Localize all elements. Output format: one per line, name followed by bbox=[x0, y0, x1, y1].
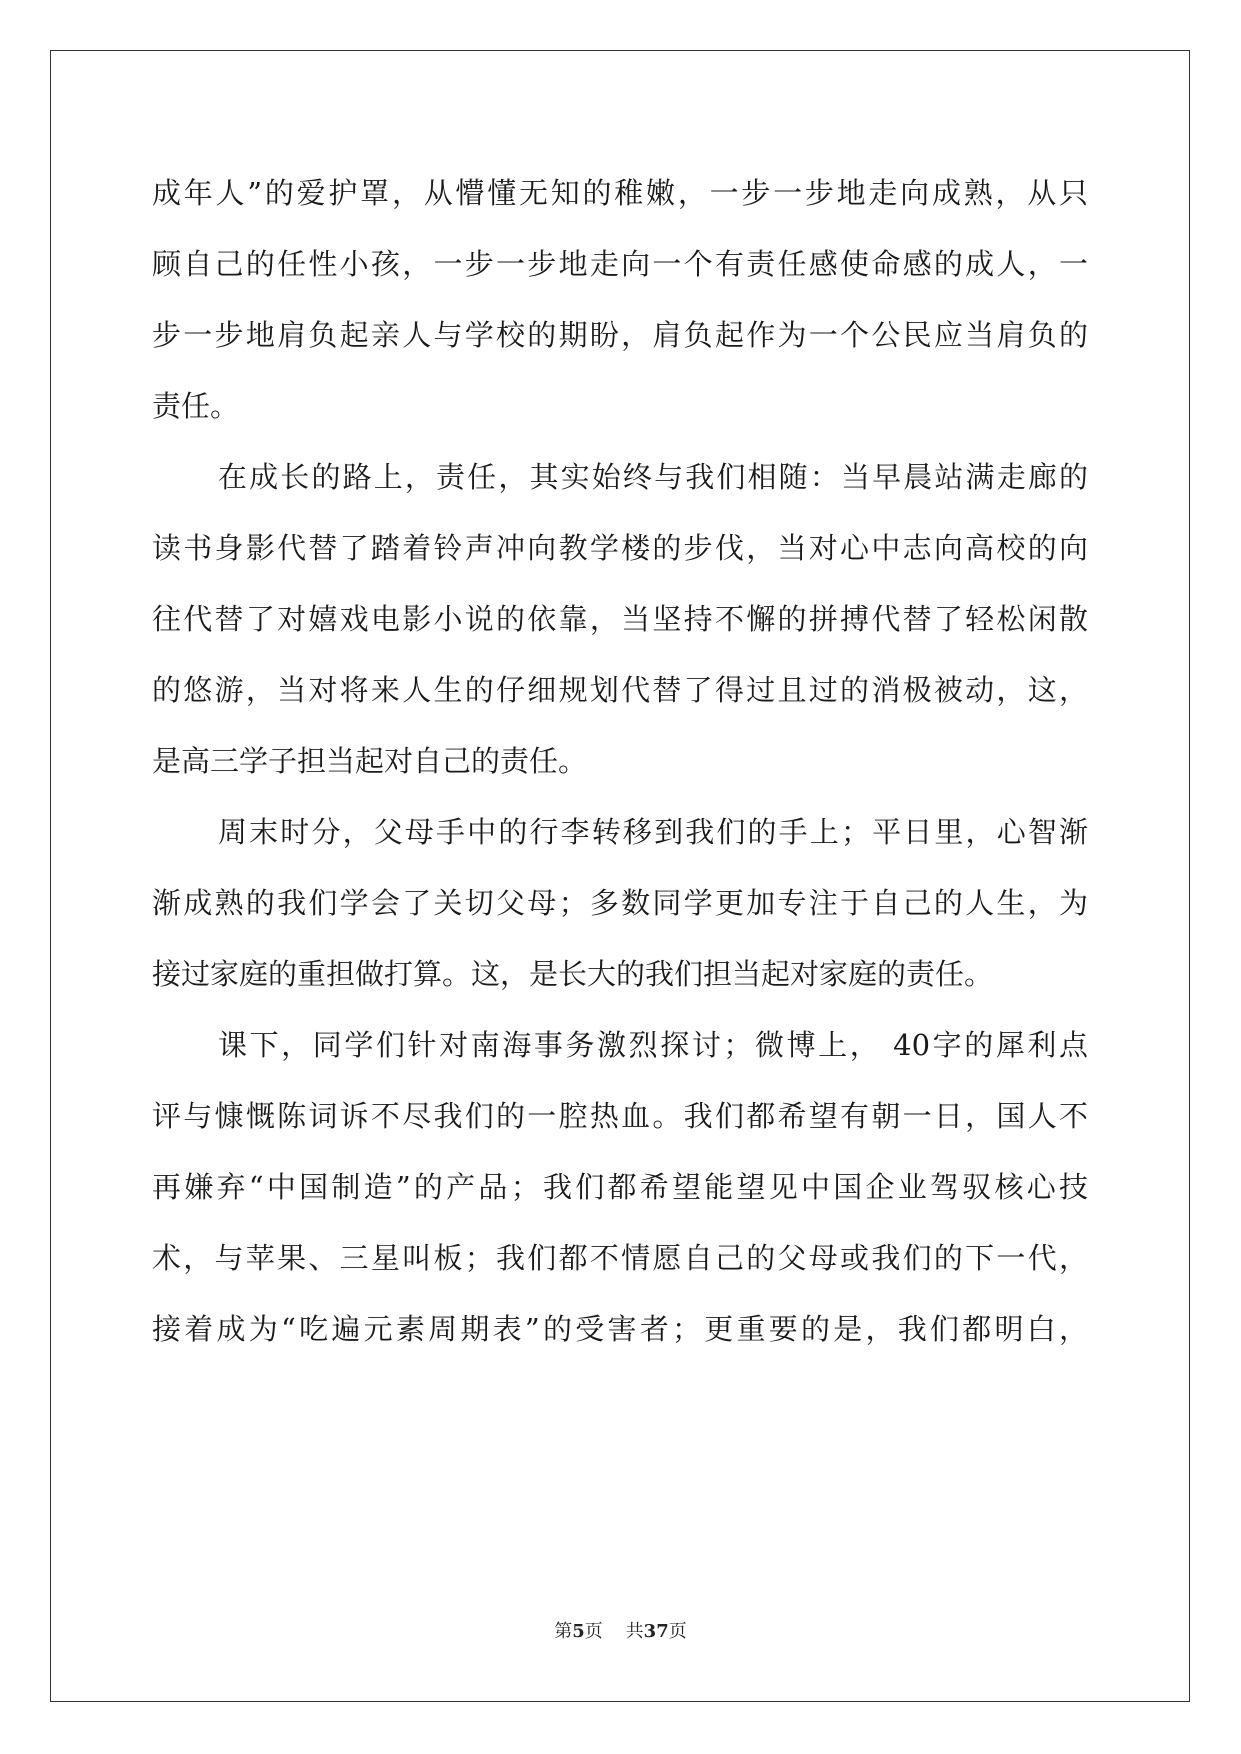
text-line: 周末时分，父母手中的行李转移到我们的手上；平日里，心智渐 bbox=[218, 815, 1088, 849]
text-line: 术，与苹果、三星叫板；我们都不情愿自己的父母或我们的下一代， bbox=[152, 1241, 1088, 1275]
text-line: 责任。 bbox=[152, 389, 240, 423]
text-line: 渐成熟的我们学会了关切父母；多数同学更加专注于自己的人生，为 bbox=[152, 886, 1088, 920]
text-line: 读书身影代替了踏着铃声冲向教学楼的步伐，当对心中志向高校的向 bbox=[152, 531, 1088, 565]
text-line: 接过家庭的重担做打算。这，是长大的我们担当起对家庭的责任。 bbox=[152, 957, 994, 991]
total-page-count: 37 bbox=[643, 1621, 669, 1642]
text-line: 接着成为“吃遍元素周期表”的受害者；更重要的是，我们都明白， bbox=[152, 1312, 1088, 1346]
page-footer bbox=[0, 1620, 1241, 1644]
text-line: 步一步地肩负起亲人与学校的期盼，肩负起作为一个公民应当肩负的 bbox=[152, 318, 1088, 352]
document-body bbox=[152, 158, 1088, 1365]
current-page-number: 5 bbox=[572, 1621, 585, 1642]
text-line: 评与慷慨陈词诉不尽我们的一腔热血。我们都希望有朝一日，国人不 bbox=[152, 1099, 1088, 1133]
text-line: 顾自己的任性小孩，一步一步地走向一个有责任感使命感的成人，一 bbox=[152, 247, 1088, 281]
text-line: 再嫌弃“中国制造”的产品；我们都希望能望见中国企业驾驭核心技 bbox=[152, 1170, 1088, 1204]
footer-prefix: 第 bbox=[554, 1621, 573, 1642]
text-line: 的悠游，当对将来人生的仔细规划代替了得过且过的消极被动，这， bbox=[152, 673, 1088, 707]
footer-page-suffix: 页 bbox=[584, 1621, 603, 1642]
text-line: 成年人”的爱护罩，从懵懂无知的稚嫩，一步一步地走向成熟，从只 bbox=[152, 176, 1088, 210]
text-line: 在成长的路上，责任，其实始终与我们相随：当早晨站满走廊的 bbox=[218, 460, 1088, 494]
text-line: 课下，同学们针对南海事务激烈探讨；微博上， 40字的犀利点 bbox=[218, 1028, 1088, 1062]
text-line: 往代替了对嬉戏电影小说的依靠，当坚持不懈的拼搏代替了轻松闲散 bbox=[152, 602, 1088, 636]
footer-total-suffix: 页 bbox=[668, 1621, 687, 1642]
text-line: 是高三学子担当起对自己的责任。 bbox=[152, 744, 588, 778]
footer-total-prefix: 共 bbox=[625, 1621, 644, 1642]
